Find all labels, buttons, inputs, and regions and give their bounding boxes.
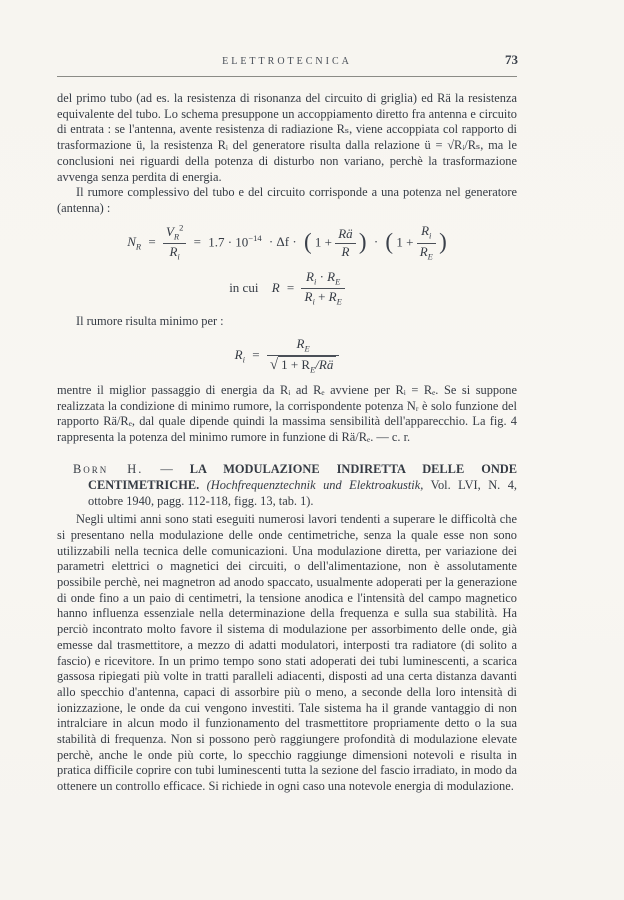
math-sub: R bbox=[135, 241, 142, 252]
math-base: R bbox=[169, 244, 178, 260]
fraction-denominator bbox=[163, 243, 186, 262]
page-number: 73 bbox=[505, 52, 518, 67]
fraction-vr2-ri bbox=[163, 224, 186, 263]
math-exponent: −14 bbox=[248, 232, 262, 243]
math-base: R bbox=[296, 336, 305, 352]
fraction-numerator: Rä bbox=[338, 225, 353, 241]
math-one-plus: 1 + R bbox=[281, 357, 311, 373]
math-base: V bbox=[165, 223, 174, 239]
math-var-Ri bbox=[234, 347, 245, 366]
math-sub: i bbox=[242, 355, 245, 366]
fraction-denominator bbox=[267, 355, 340, 375]
math-var-NR bbox=[127, 234, 142, 252]
math-one-plus: 1 + bbox=[396, 234, 414, 250]
fraction-re-over-root bbox=[267, 337, 340, 376]
page-header bbox=[57, 52, 518, 71]
open-paren: ( bbox=[385, 228, 394, 254]
math-var-Ri bbox=[169, 244, 180, 262]
paragraph-abstract: Negli ultimi anni sono stati eseguiti numerosi lavori tendenti a superare le difficoltà che si presentano nella modulazione delle onde centimetriche, senza la quale esse non sono utilizzabili nella tecnica delle comunicazioni. Una modulazione diretta, per variazione dei parametri elettrici o magnetici dei circuiti, o dell'alimentazione, non è assolutamente possibile perchè, nei magnetron ad anodo spaccato, usualmente adoperati per la generazione di onde fino a un paio di centimetri, la tensione anodica e l'intensità del campo magnetico hanno influenza essenziale nella determinazione della frequenza e sulla sua stabilità. Ha perciò incontrato molto favore il sistema di modulazione per assorbimento delle onde, già emesse dal trasmettitore, a mezzo di adatti modulatori, interposti tra radiatore (di solito a fascio) e ricevitore. In un primo tempo sono stati adoperati dei tubi luminescenti, a scarica gassosa ripiegati più volte in tratti paralleli adiacenti, disposti ad una certa distanza davanti allo specchio d'antenna, capaci di assorbire più o meno, a seconde della loro intensità di ionizzazione, le onde da cui vengono investiti. Tale sistema ha il grande vantaggio di non intralciare in alcun modo il funzionamento del trasmettitore propriamente detto o la sua stabilità di frequenza. Non si possono però raggiungere profondità di modulazione elevate perchè, anche le onde più corte, lo specchio raggiunge dimensioni notevoli e risulta in pratica difficile coprire con tubi luminescenti tutta la sezione del fascio irradiato, in modo da ottenere un controllo efficace. Si richiede in ogni caso una notevole energia di modulazione. bbox=[57, 512, 517, 794]
paragraph-noise-intro: Il rumore complessivo del tubo e del circuito corrisponde a una potenza nel generatore (antenna) : bbox=[57, 185, 517, 215]
math-base: R bbox=[419, 243, 428, 259]
fraction-numerator bbox=[163, 224, 186, 244]
math-sub: i bbox=[429, 230, 432, 241]
fraction-numerator bbox=[301, 270, 344, 288]
math-sub: R bbox=[173, 231, 180, 242]
math-one-plus: 1 + bbox=[314, 234, 332, 250]
math-var-RE bbox=[296, 336, 310, 354]
math-coefficient: 1.7 · 10 bbox=[208, 234, 249, 250]
math-sub: i bbox=[177, 251, 180, 262]
math-base: R bbox=[421, 223, 430, 239]
open-paren: ( bbox=[303, 228, 312, 254]
math-var-RE bbox=[327, 268, 341, 287]
formula-noise-power bbox=[57, 224, 517, 263]
multiply-dot: · bbox=[373, 234, 379, 250]
square-root-sign: √ bbox=[269, 357, 279, 374]
math-sub: E bbox=[304, 343, 310, 354]
formula-in-cui bbox=[57, 270, 517, 308]
math-var-Ri bbox=[305, 268, 317, 287]
math-sub: i bbox=[312, 296, 315, 307]
paragraph-article-closing: mentre il miglior passaggio di energia da Rᵢ ad Rₑ avviene per Rᵢ = Rₑ. Se si suppone realizzata la condizione di minimo rumore, la corrispondente potenza Nᵣ è solo funzione del rapporto Rä/Rₑ, dal quale dipende quindi la massima sensibilità dell'apparecchio. La fig. 4 rappresenta la potenza del minimo rumore in funzione di Rä/Rₑ. — c. r. bbox=[57, 382, 517, 444]
paragraph-minimum-intro: Il rumore risulta minimo per : bbox=[76, 314, 224, 329]
close-paren: ) bbox=[358, 228, 367, 254]
fraction-denominator: R bbox=[335, 243, 355, 260]
math-base: R bbox=[328, 289, 337, 305]
equals-sign: = bbox=[252, 347, 260, 363]
paragraph-tube-noise-continuation: del primo tubo (ad es. la resistenza di risonanza del circuito di griglia) ed Rä la resistenza equivalente del tubo. Lo schema presuppone un accoppiamento diretto fra antenna e circuito di entrata : se l'antenna, avente resistenza di radiazione Rₛ, viene accoppiata col rapporto di trasformazione ü, la resistenza Rᵢ del generatore risulta dalla relazione ü = √Rᵢ/Rₛ, ma le conclusioni nei riguardi della potenza di disturbo non variano, perchè la trasformazione avvenga senza perdita di energia. bbox=[57, 91, 517, 184]
formula-r-minimum bbox=[57, 337, 517, 376]
radicand bbox=[278, 356, 336, 376]
fraction-denominator bbox=[417, 243, 436, 262]
equals-sign: = bbox=[193, 234, 201, 250]
math-base: R bbox=[304, 289, 313, 305]
math-var-Ra: /Rä bbox=[315, 357, 334, 373]
journal-reference: (Hochfrequenztechnik und Elektroakustik, bbox=[206, 477, 424, 492]
math-base: R bbox=[234, 347, 243, 363]
math-sub: i bbox=[313, 276, 317, 287]
journal-title: ELETTROTECNICA bbox=[222, 56, 352, 67]
fraction-numerator bbox=[417, 224, 436, 242]
fraction-parallel-resistance bbox=[301, 270, 344, 308]
journal-reference-details: Vol. LVI, N. 4, ottobre 1940, pagg. 112-118, figg. 13, tab. 1). bbox=[88, 477, 518, 509]
math-var-R: R bbox=[271, 279, 280, 295]
fraction-denominator bbox=[301, 288, 344, 307]
close-paren: ) bbox=[439, 228, 447, 254]
equals-sign: = bbox=[286, 279, 295, 295]
heading-dash: — bbox=[160, 461, 173, 476]
formula-label: in cui bbox=[229, 279, 259, 295]
article-title: LA MODULAZIONE INDIRETTA DELLE ONDE CENTIMETRICHE. bbox=[88, 461, 517, 492]
plus-sign: + bbox=[318, 289, 326, 305]
article-heading-born bbox=[57, 461, 517, 510]
equals-sign: = bbox=[148, 234, 156, 250]
math-base: R bbox=[305, 268, 314, 284]
math-sub: E bbox=[336, 296, 342, 307]
math-sub: E bbox=[335, 276, 341, 287]
math-sup: 2 bbox=[179, 222, 184, 233]
math-var-VR2 bbox=[165, 222, 184, 242]
header-rule bbox=[57, 76, 517, 77]
math-var-RE bbox=[328, 289, 342, 307]
math-var-Ri bbox=[304, 289, 315, 307]
fraction-numerator bbox=[267, 337, 340, 355]
fraction-ra-r bbox=[335, 227, 355, 260]
math-sub: E bbox=[427, 251, 433, 262]
math-var-RE bbox=[419, 243, 433, 262]
author-name: Born H. bbox=[73, 461, 144, 476]
math-base: R bbox=[327, 268, 336, 284]
page-content bbox=[57, 52, 518, 795]
math-base: N bbox=[127, 234, 136, 250]
math-delta-f: · Δf · bbox=[268, 234, 297, 250]
multiply-dot: · bbox=[319, 268, 324, 284]
math-var-Ri bbox=[421, 223, 432, 241]
fraction-ri-re bbox=[417, 224, 436, 262]
math-sub: E bbox=[310, 365, 316, 376]
